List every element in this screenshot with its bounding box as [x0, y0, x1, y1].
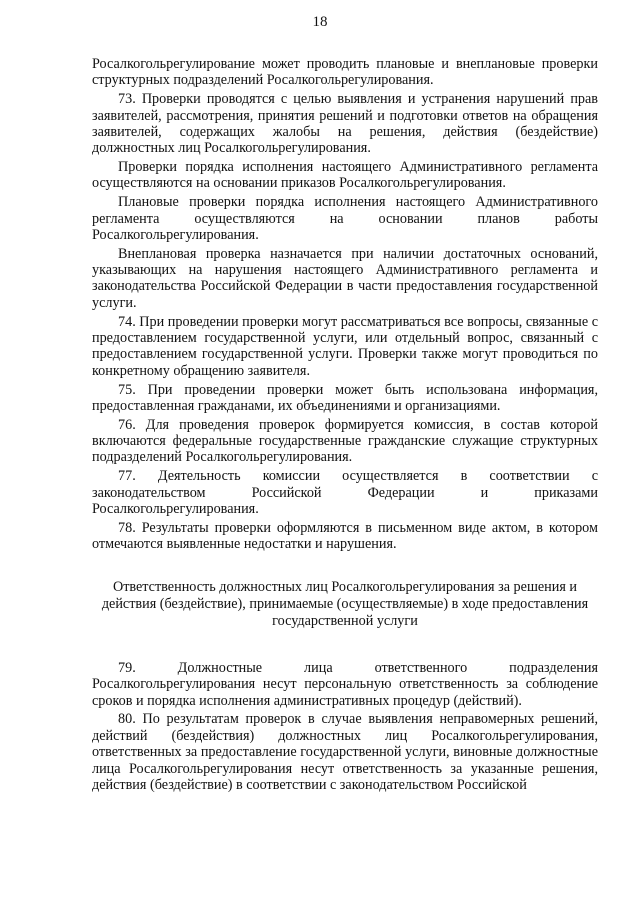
- paragraph-75: 75. При проведении проверки может быть использована информация, предоставленная гражданами, их объединениями и организациями.: [92, 381, 598, 414]
- paragraph-continuation: Росалкогольрегулирование может проводить плановые и внеплановые проверки структурных подразделений Росалкогольрегулирования.: [92, 56, 598, 89]
- section-heading: Ответственность должностных лиц Росалкогольрегулирования за решения и действия (бездействие), принимаемые (осуществляемые) в ходе предоставления государственной услуги: [101, 579, 589, 630]
- paragraph-74: 74. При проведении проверки могут рассматриваться все вопросы, связанные с предоставлением государственной услуги, или отдельный вопрос, связанный с предоставлением государственной услуги. Проверки также могут проводиться по конкретному обращению заявителя.: [92, 313, 598, 379]
- paragraph-77: 77. Деятельность комиссии осуществляется в соответствии с законодательством Российской Федерации и приказами Росалкогольрегулирования.: [92, 468, 598, 517]
- paragraph-78: 78. Результаты проверки оформляются в письменном виде актом, в котором отмечаются выявленные недостатки и нарушения.: [92, 519, 598, 553]
- paragraph-73-unplanned: Внеплановая проверка назначается при наличии достаточных оснований, указывающих на нарушения настоящего Административного регламента и законодательства Российской Федерации в части предоставления государственной услуги.: [92, 245, 598, 311]
- paragraph-73-planned: Плановые проверки порядка исполнения настоящего Административного регламента осуществляются на основании планов работы Росалкогольрегулирования.: [92, 194, 598, 243]
- paragraph-79: 79. Должностные лица ответственного подразделения Росалкогольрегулирования несут персональную ответственность за соблюдение сроков и порядка исполнения административных процедур (действий).: [92, 659, 598, 709]
- page-number: 18: [312, 14, 328, 30]
- document-body: [92, 56, 598, 796]
- paragraph-73: 73. Проверки проводятся с целью выявления и устранения нарушений прав заявителей, рассмотрения, принятия решений и подготовки ответов на обращения заявителей, содержащих жалобы на решения, действия (бездействие) должностных лиц Росалкогольрегулирования.: [92, 91, 598, 157]
- paragraph-76: 76. Для проведения проверок формируется комиссия, в состав которой включаются федеральные государственные гражданские служащие структурных подразделений Росалкогольрегулирования.: [92, 416, 598, 466]
- paragraph-73-orders: Проверки порядка исполнения настоящего Административного регламента осуществляются на основании приказов Росалкогольрегулирования.: [92, 159, 598, 192]
- paragraph-80: 80. По результатам проверок в случае выявления неправомерных решений, действий (бездействия) должностных лиц Росалкогольрегулирования, ответственных за предоставление государственной услуги, виновные должностные лица Росалкогольрегулирования несут ответственность за указанные решения, действия (бездействие) в соответствии с законодательством Российской: [92, 711, 598, 793]
